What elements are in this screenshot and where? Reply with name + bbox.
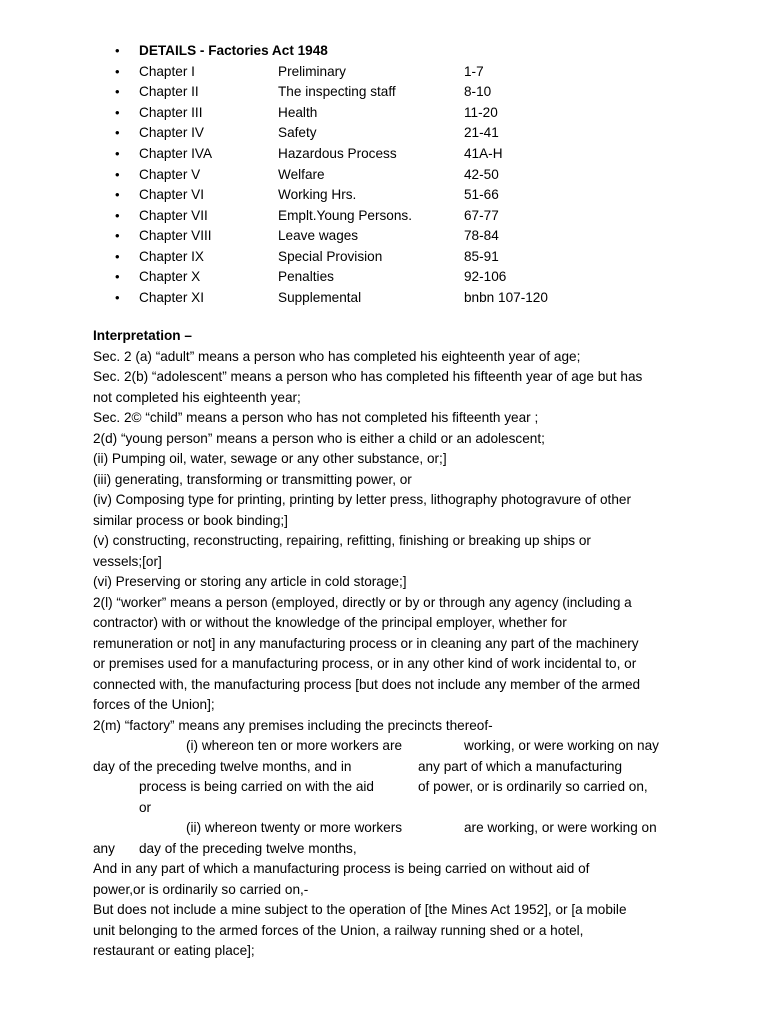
toc-sections: 11-20 — [464, 105, 498, 120]
interpretation-heading: Interpretation – — [93, 328, 192, 343]
body-line: or premises used for a manufacturing process, or in any other kind of work incidental to, or — [93, 656, 637, 671]
bullet: • — [115, 64, 120, 79]
toc-chapter: Chapter I — [139, 64, 195, 79]
toc-chapter: Chapter II — [139, 84, 199, 99]
body-line: forces of the Union]; — [93, 697, 215, 712]
toc-title: Supplemental — [278, 290, 362, 305]
body-line: contractor) with or without the knowledge of the principal employer, whether for — [93, 615, 567, 630]
toc-chapter: Chapter IVA — [139, 146, 213, 161]
body-line: (iv) Composing type for printing, printing by letter press, lithography photogravure of other — [93, 492, 631, 507]
toc-title: Hazardous Process — [278, 146, 397, 161]
body-line: And in any part of which a manufacturing process is being carried on without aid of — [93, 861, 590, 876]
bullet: • — [115, 146, 120, 161]
body-line: (iii) generating, transforming or transmitting power, or — [93, 472, 412, 487]
toc-title: The inspecting staff — [278, 84, 396, 99]
toc-title: Penalties — [278, 269, 334, 284]
bullet: • — [115, 208, 120, 223]
toc-chapter: Chapter XI — [139, 290, 204, 305]
toc-sections: 1-7 — [464, 64, 484, 79]
body-line: 2(l) “worker” means a person (employed, directly or by or through any agency (including a — [93, 595, 632, 610]
toc-sections: 51-66 — [464, 187, 499, 202]
toc-heading: DETAILS - Factories Act 1948 — [139, 43, 328, 58]
factory-clause: or — [139, 800, 152, 815]
toc-sections: 92-106 — [464, 269, 507, 284]
toc-title: Working Hrs. — [278, 187, 357, 202]
body-line: Sec. 2(b) “adolescent” means a person who has completed his fifteenth year of age but has — [93, 369, 643, 384]
body-line: Sec. 2© “child” means a person who has not completed his fifteenth year ; — [93, 410, 539, 425]
bullet: • — [115, 269, 120, 284]
bullet: • — [115, 105, 120, 120]
body-line: But does not include a mine subject to the operation of [the Mines Act 1952], or [a mobile — [93, 902, 627, 917]
toc-sections: 8-10 — [464, 84, 492, 99]
body-line: 2(m) “factory” means any premises including the precincts thereof- — [93, 718, 493, 733]
body-line: vessels;[or] — [93, 554, 162, 569]
toc-sections: 41A-H — [464, 146, 503, 161]
factory-clause: day of the preceding twelve months, — [139, 841, 357, 856]
factory-clause: any part of which a manufacturing — [418, 759, 623, 774]
toc-sections: 21-41 — [464, 125, 499, 140]
toc-chapter: Chapter X — [139, 269, 201, 284]
toc-sections: 78-84 — [464, 228, 499, 243]
toc-title: Emplt.Young Persons. — [278, 208, 413, 223]
bullet: • — [115, 43, 120, 58]
body-line: remuneration or not] in any manufacturing process or in cleaning any part of the machinery — [93, 636, 639, 651]
toc-chapter: Chapter VI — [139, 187, 204, 202]
body-line: similar process or book binding;] — [93, 513, 288, 528]
factory-clause: day of the preceding twelve months, and in — [93, 759, 352, 774]
toc-title: Preliminary — [278, 64, 346, 79]
bullet: • — [115, 125, 120, 140]
bullet: • — [115, 249, 120, 264]
toc-chapter: Chapter VIII — [139, 228, 212, 243]
toc-title: Special Provision — [278, 249, 383, 264]
bullet: • — [115, 84, 120, 99]
body-line: (vi) Preserving or storing any article in cold storage;] — [93, 574, 407, 589]
body-line: unit belonging to the armed forces of the Union, a railway running shed or a hotel, — [93, 923, 584, 938]
toc-sections: 85-91 — [464, 249, 499, 264]
toc-sections: bnbn 107-120 — [464, 290, 548, 305]
factory-clause: (i) whereon ten or more workers are — [186, 738, 403, 753]
toc-chapter: Chapter V — [139, 167, 201, 182]
bullet: • — [115, 228, 120, 243]
body-line: (ii) Pumping oil, water, sewage or any other substance, or;] — [93, 451, 447, 466]
factory-clause: of power, or is ordinarily so carried on, — [418, 779, 648, 794]
toc-title: Safety — [278, 125, 317, 140]
toc-chapter: Chapter III — [139, 105, 203, 120]
body-line: connected with, the manufacturing process [but does not include any member of the armed — [93, 677, 641, 692]
toc-sections: 42-50 — [464, 167, 499, 182]
toc-title: Welfare — [278, 167, 325, 182]
toc-title: Health — [278, 105, 318, 120]
toc-chapter: Chapter IV — [139, 125, 204, 140]
factory-clause: process is being carried on with the aid — [139, 779, 374, 794]
factory-clause: (ii) whereon twenty or more workers — [186, 820, 403, 835]
bullet: • — [115, 290, 120, 305]
toc-title: Leave wages — [278, 228, 359, 243]
factory-clause: any — [93, 841, 115, 856]
toc-sections: 67-77 — [464, 208, 499, 223]
body-line: 2(d) “young person” means a person who is either a child or an adolescent; — [93, 431, 545, 446]
body-line: power,or is ordinarily so carried on,- — [93, 882, 309, 897]
body-line: not completed his eighteenth year; — [93, 390, 301, 405]
body-line: Sec. 2 (a) “adult” means a person who has completed his eighteenth year of age; — [93, 349, 581, 364]
bullet: • — [115, 187, 120, 202]
toc-chapter: Chapter IX — [139, 249, 204, 264]
factory-clause: are working, or were working on — [464, 820, 657, 835]
factory-clause: working, or were working on nay — [464, 738, 659, 753]
body-line: restaurant or eating place]; — [93, 943, 255, 958]
bullet: • — [115, 167, 120, 182]
body-line: (v) constructing, reconstructing, repairing, refitting, finishing or breaking up ships or — [93, 533, 591, 548]
toc-chapter: Chapter VII — [139, 208, 208, 223]
